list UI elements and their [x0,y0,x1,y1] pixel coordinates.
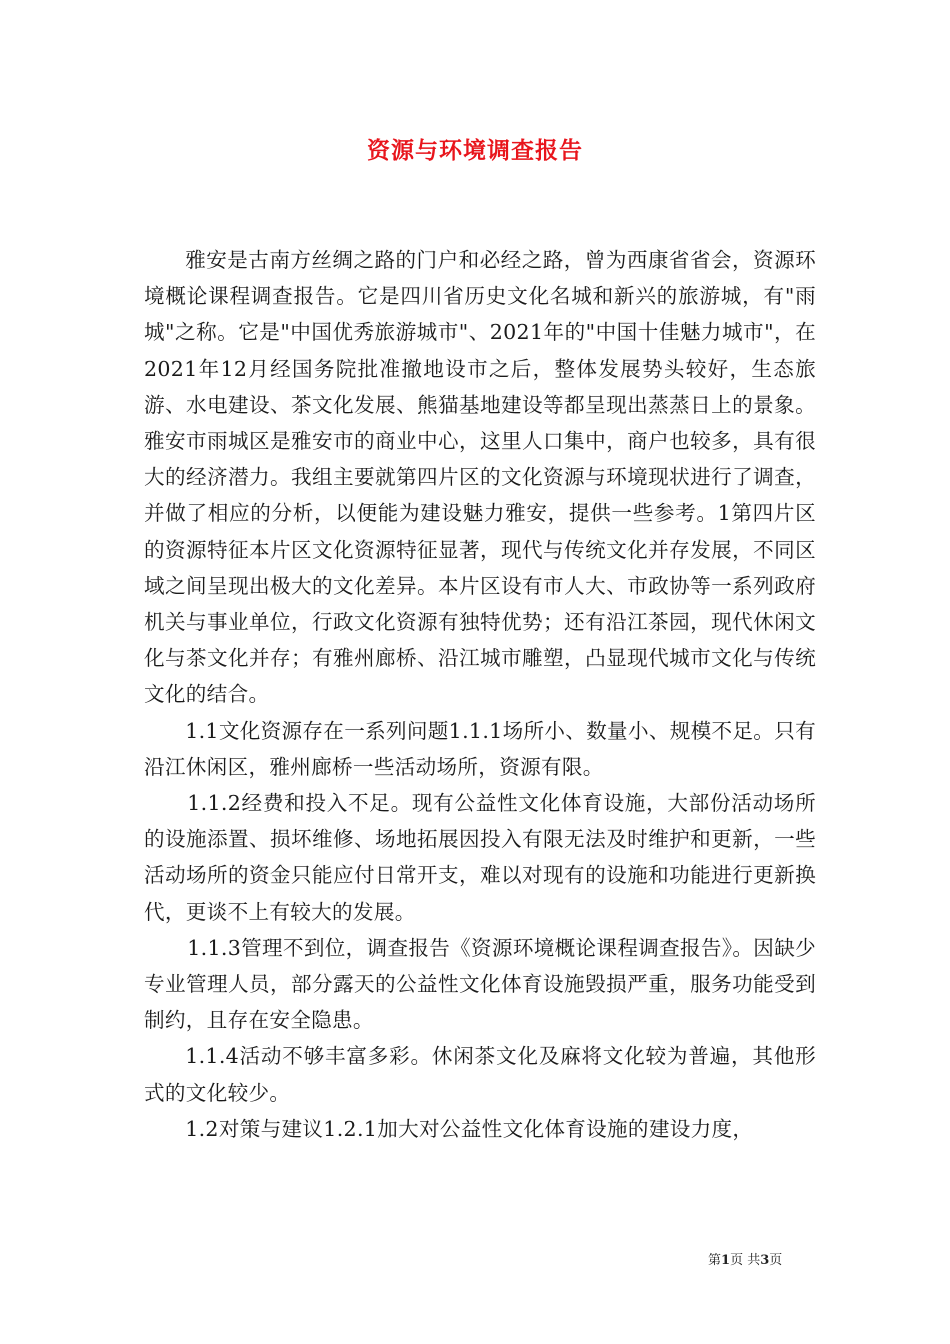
total-page-count: 3 [760,1253,770,1268]
current-page-number: 1 [721,1253,731,1268]
paragraph-1-2: 1.2对策与建议1.2.1加大对公益性文化体育设施的建设力度， [185,1116,754,1141]
document-title: 资源与环境调查报告 [367,137,583,164]
paragraph-1-1: 1.1文化资源存在一系列问题1.1.1场所小、数量小、规模不足。只有沿江休闲区，雅州廊桥一些活动场所，资源有限。 [144,718,816,779]
footer-suffix: 页 [769,1253,783,1268]
footer-middle: 页 共 [730,1253,761,1268]
paragraph-1-1-4: 1.1.4活动不够丰富多彩。休闲茶文化及麻将文化较为普遍，其他形式的文化较少。 [144,1044,816,1105]
paragraph-1-1-3: 1.1.3管理不到位，调查报告《资源环境概论课程调查报告》。因缺少专业管理人员，部分露天的公益性文化体育设施毁损严重，服务功能受到制约，且存在安全隐患。 [144,935,816,1033]
document-body [144,242,816,1147]
paragraph-intro: 雅安是古南方丝绸之路的门户和必经之路，曾为西康省省会，资源环境概论课程调查报告。它是四川省历史文化名城和新兴的旅游城，有"雨城"之称。它是"中国优秀旅游城市"、2021年的"中国十佳魅力城市"，在2021年12月经国务院批准撤地设市之后，整体发展势头较好，生态旅游、水电建设、茶文化发展、熊猫基地建设等都呈现出蒸蒸日上的景象。雅安市雨城区是雅安市的商业中心，这里人口集中，商户也较多，具有很大的经济潜力。我组主要就第四片区的文化资源与环境现状进行了调查，并做了相应的分析，以便能为建设魅力雅安，提供一些参考。1第四片区的资源特征本片区文化资源特征显著，现代与传统文化并存发展，不同区域之间呈现出极大的文化差异。本片区设有市人大、市政协等一系列政府机关与事业单位，行政文化资源有独特优势；还有沿江茶园，现代休闲文化与茶文化并存；有雅州廊桥、沿江城市雕塑，凸显现代城市文化与传统文化的结合。 [144,248,816,707]
paragraph-1-1-2: 1.1.2经费和投入不足。现有公益性文化体育设施，大部份活动场所的设施添置、损坏维修、场地拓展因投入有限无法及时维护和更新，一些活动场所的资金只能应付日常开支，难以对现有的设施和功能进行更新换代，更谈不上有较大的发展。 [144,791,816,924]
page-footer [708,1249,782,1268]
footer-prefix: 第 [708,1253,722,1268]
